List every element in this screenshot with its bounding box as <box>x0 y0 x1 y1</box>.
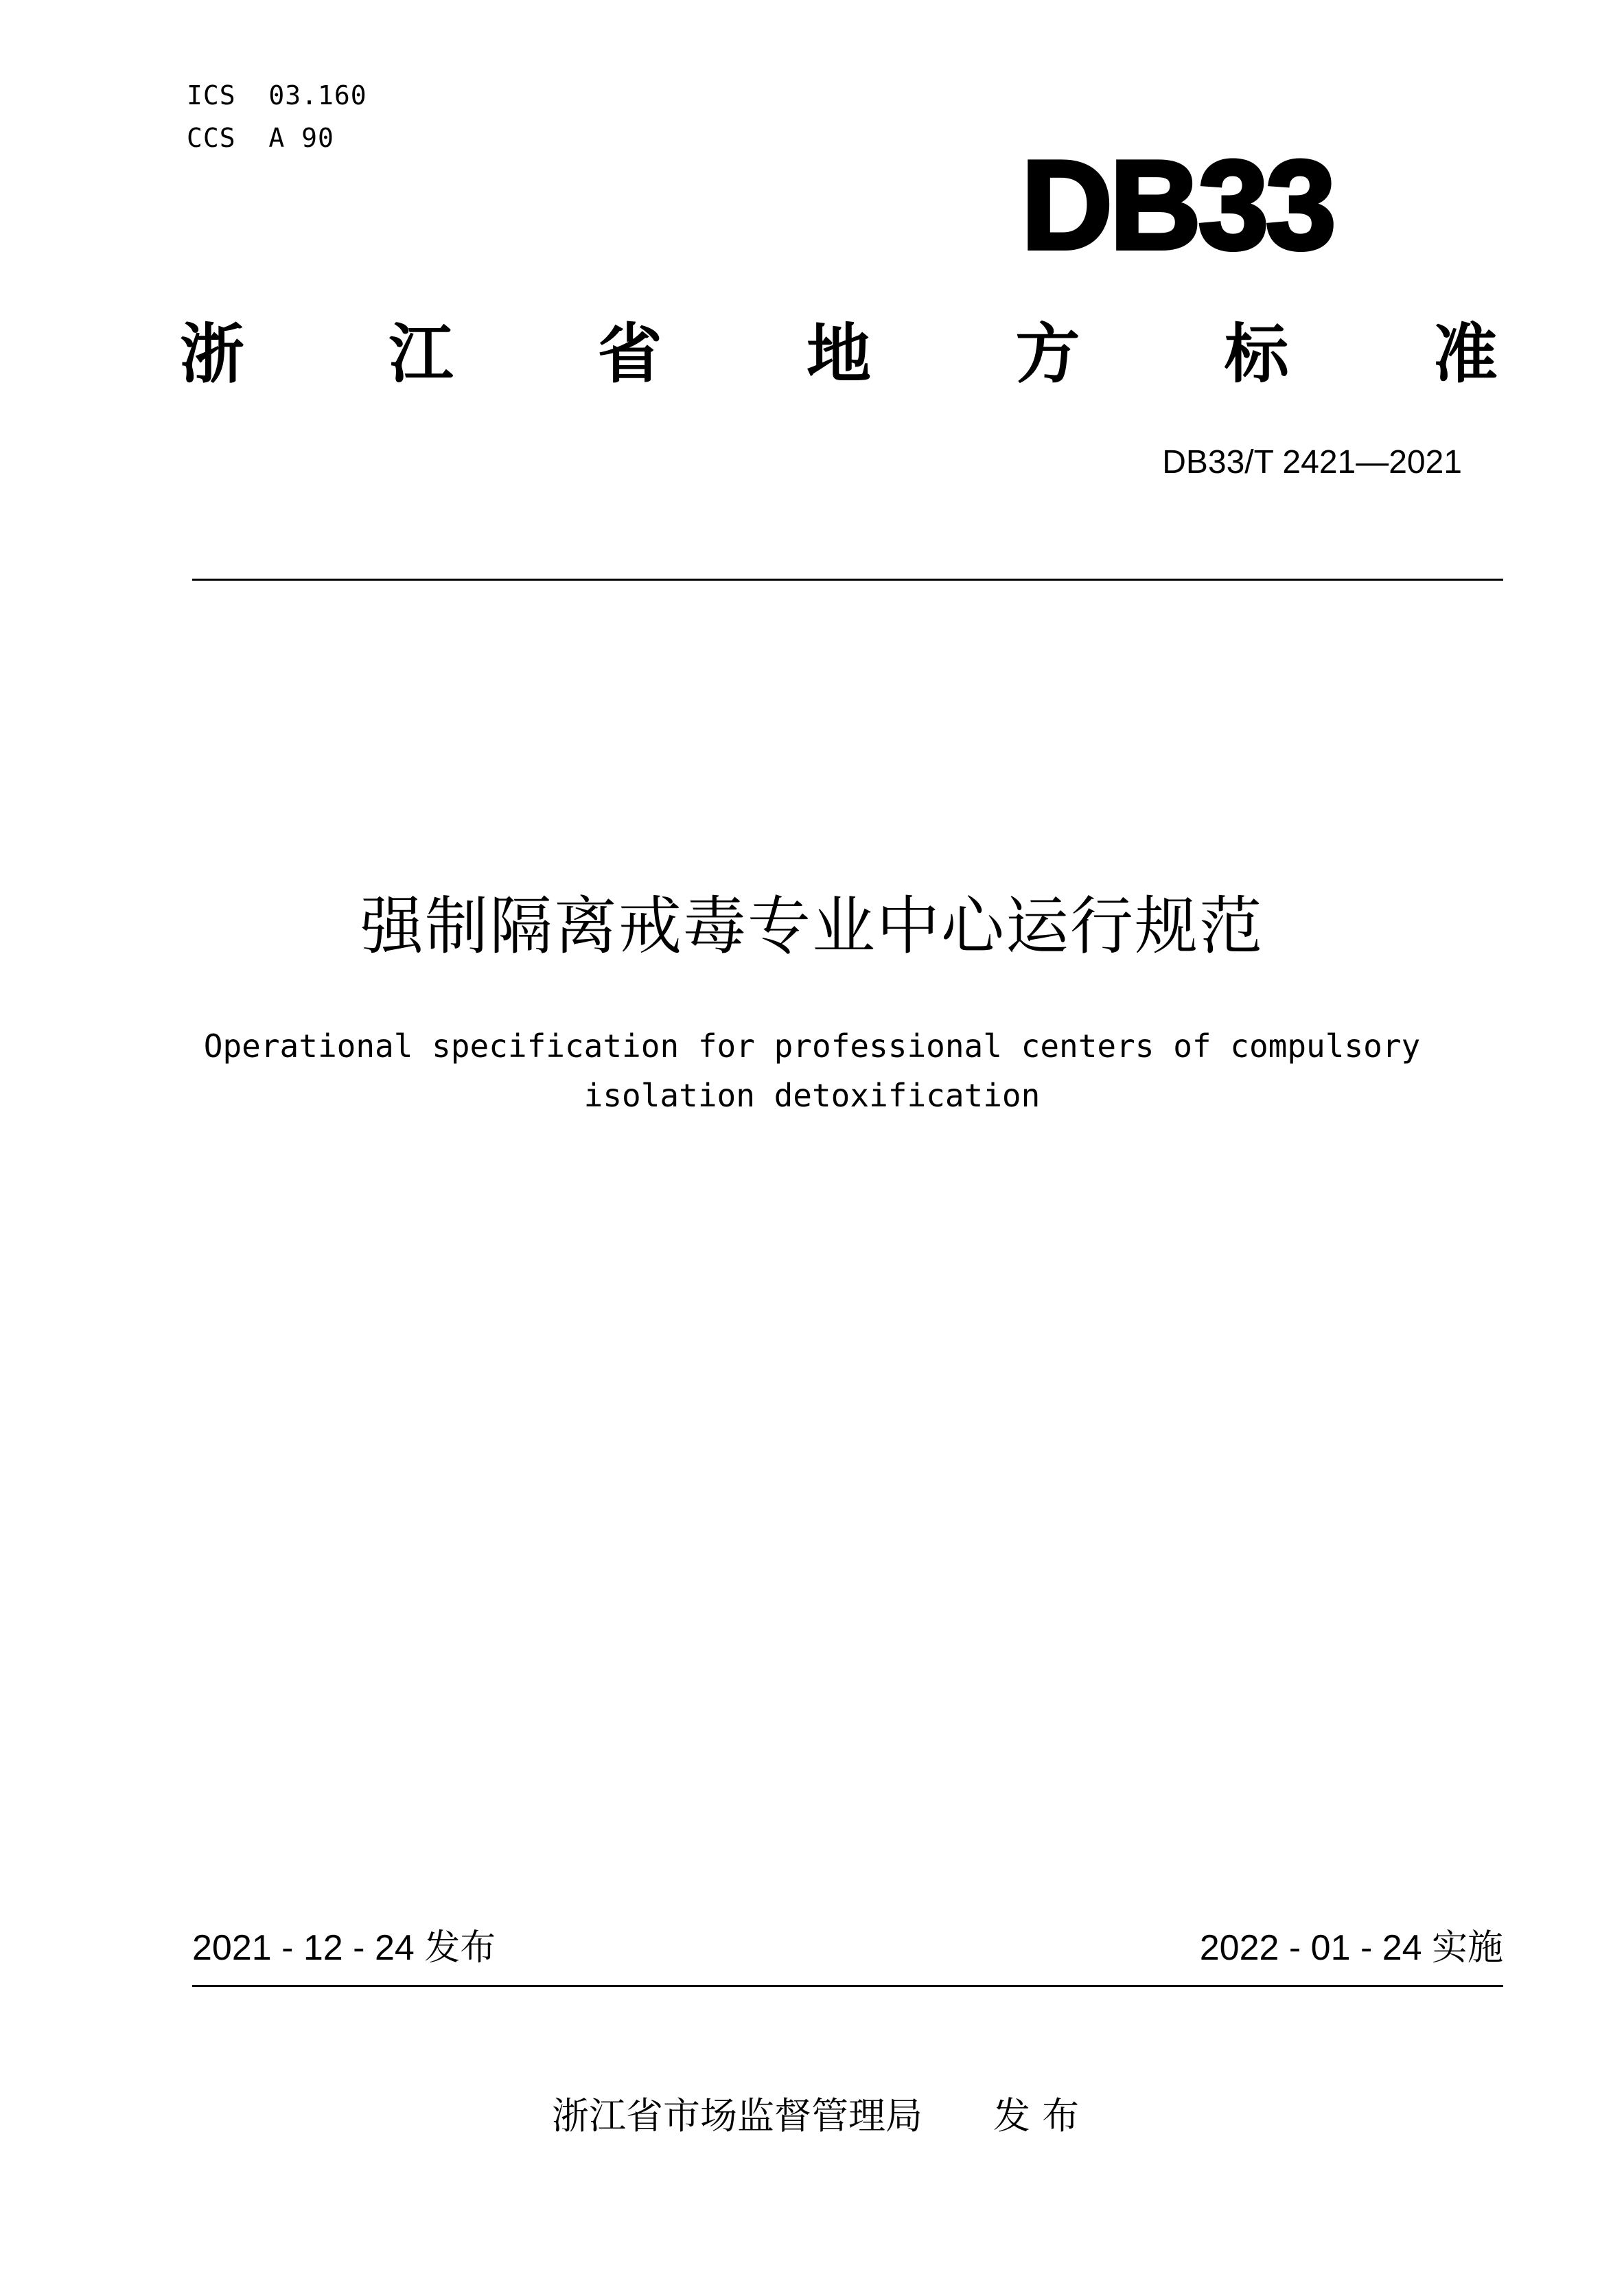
standard-type-char: 省 <box>597 317 662 392</box>
standard-type-char: 江 <box>388 317 454 392</box>
english-title-line-1: Operational specification for professional centers of compulsory <box>203 1028 1421 1065</box>
issue-date: 2021 - 12 - 24 发布 <box>192 1928 496 1968</box>
standard-type-char: 浙 <box>180 317 245 392</box>
standard-type-char: 标 <box>1224 317 1289 392</box>
standard-number: DB33/T 2421—2021 <box>1162 444 1462 480</box>
standard-type-char: 准 <box>1432 317 1498 392</box>
top-divider <box>192 579 1503 581</box>
ics-code: ICS 03.160 <box>187 80 367 111</box>
ccs-code: CCS A 90 <box>187 123 334 153</box>
effective-date: 2022 - 01 - 24 实施 <box>1199 1928 1503 1968</box>
english-title-line-2: isolation detoxification <box>583 1077 1041 1114</box>
standard-type-char: 方 <box>1015 317 1080 392</box>
document-title-english <box>0 1021 1624 1120</box>
standard-logo: DB33 <box>1021 134 1334 275</box>
standard-type-title <box>180 317 1498 393</box>
publisher: 浙江省市场监督管理局 发 布 <box>552 2094 1080 2137</box>
standard-type-char: 地 <box>806 317 871 392</box>
document-title-chinese: 强制隔离戒毒专业中心运行规范 <box>360 890 1264 963</box>
bottom-divider <box>192 1985 1503 1987</box>
